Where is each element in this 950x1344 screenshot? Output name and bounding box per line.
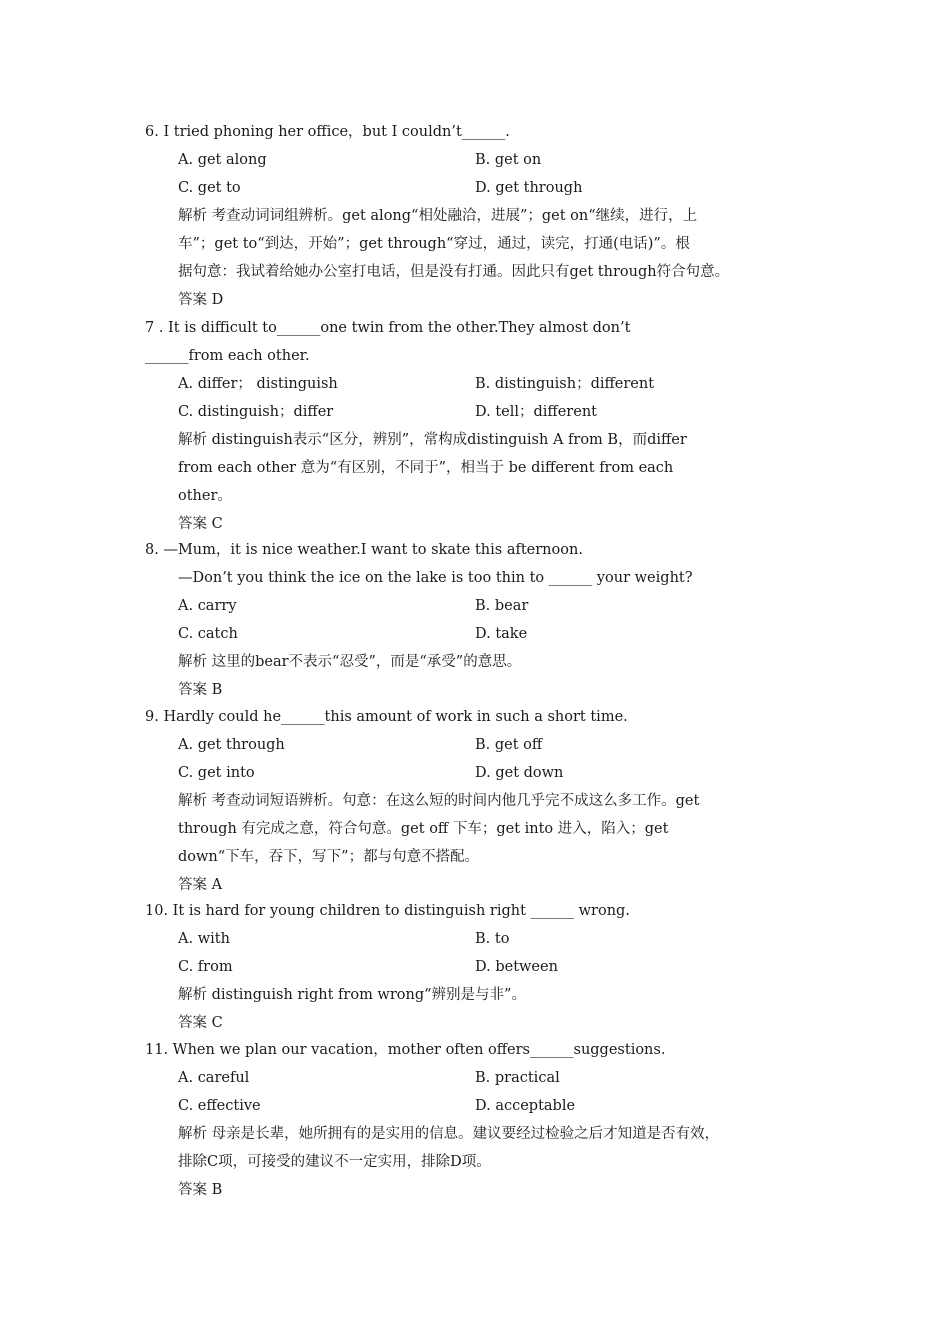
- question-stem: 11. When we plan our vacation，mother often offers______suggestions.: [145, 1042, 666, 1058]
- question-6: [145, 118, 810, 314]
- option-b: B. bear: [475, 598, 529, 614]
- question-9: [145, 703, 810, 899]
- question-8: [145, 536, 810, 704]
- question-stem-cont: —Don’t you think the ice on the lake is too thin to ______ your weight?: [178, 570, 693, 586]
- analysis-line: 解析 考查动词词组辨析。get along“相处融洽，进展”；get on“继续，进行，上: [178, 208, 698, 224]
- answer: 答案 B: [178, 1182, 223, 1198]
- question-stem: 10. It is hard for young children to distinguish right ______ wrong.: [145, 903, 630, 919]
- option-b: B. get on: [475, 152, 542, 168]
- option-a: A. differ； distinguish: [178, 376, 338, 392]
- options-row: [145, 1064, 810, 1092]
- option-a: A. careful: [178, 1070, 250, 1086]
- options-row: [145, 1092, 810, 1120]
- option-a: A. carry: [178, 598, 237, 614]
- analysis-line: 解析 distinguish right from wrong“辨别是与非”。: [178, 987, 526, 1003]
- option-d: D. get through: [475, 180, 583, 196]
- option-c: C. get to: [178, 180, 241, 196]
- option-b: B. to: [475, 931, 510, 947]
- options-row: [145, 370, 810, 398]
- option-d: D. take: [475, 626, 528, 642]
- options-row: [145, 174, 810, 202]
- analysis-line: 解析 distinguish表示“区分，辨别”，常构成distinguish A from B，而differ: [178, 432, 687, 448]
- analysis-line: through 有完成之意，符合句意。get off 下车；get into 进入，陷入；get: [178, 821, 669, 837]
- option-c: C. get into: [178, 765, 255, 781]
- answer: 答案 B: [178, 682, 223, 698]
- answer: 答案 A: [178, 877, 223, 893]
- option-b: B. distinguish；different: [475, 376, 655, 392]
- option-d: D. tell；different: [475, 404, 597, 420]
- answer: 答案 D: [178, 292, 224, 308]
- question-10: [145, 897, 810, 1037]
- question-stem: 6. I tried phoning her office，but I couldn’t______.: [145, 124, 510, 140]
- option-c: C. from: [178, 959, 233, 975]
- options-row: [145, 925, 810, 953]
- option-a: A. get along: [178, 152, 267, 168]
- analysis-line: 解析 考查动词短语辨析。句意：在这么短的时间内他几乎完不成这么多工作。get: [178, 793, 700, 809]
- options-row: [145, 398, 810, 426]
- analysis-line: 车”；get to“到达，开始”；get through“穿过，通过，读完，打通(电话)”。根: [178, 236, 690, 252]
- answer: 答案 C: [178, 516, 223, 532]
- option-b: B. get off: [475, 737, 543, 753]
- analysis-line: 排除C项，可接受的建议不一定实用，排除D项。: [178, 1154, 491, 1170]
- question-stem: 7 . It is difficult to______one twin from the other.They almost don’t: [145, 320, 631, 336]
- analysis-line: from each other 意为“有区别，不同于”，相当于 be different from each: [178, 460, 674, 476]
- option-d: D. between: [475, 959, 558, 975]
- option-a: A. with: [178, 931, 230, 947]
- option-c: C. catch: [178, 626, 238, 642]
- option-d: D. acceptable: [475, 1098, 576, 1114]
- answer: 答案 C: [178, 1015, 223, 1031]
- options-row: [145, 620, 810, 648]
- question-stem: 8. —Mum，it is nice weather.I want to skate this afternoon.: [145, 542, 583, 558]
- options-row: [145, 146, 810, 174]
- option-b: B. practical: [475, 1070, 560, 1086]
- options-row: [145, 592, 810, 620]
- analysis-line: 解析 这里的bear不表示“忍受”，而是“承受”的意思。: [178, 654, 522, 670]
- question-7: [145, 314, 810, 538]
- option-c: C. distinguish；differ: [178, 404, 334, 420]
- option-d: D. get down: [475, 765, 564, 781]
- options-row: [145, 731, 810, 759]
- question-11: [145, 1036, 810, 1204]
- analysis-line: 解析 母亲是长辈，她所拥有的是实用的信息。建议要经过检验之后才知道是否有效，: [178, 1126, 720, 1142]
- options-row: [145, 953, 810, 981]
- question-stem: 9. Hardly could he______this amount of work in such a short time.: [145, 709, 628, 725]
- analysis-line: 据句意：我试着给她办公室打电话，但是没有打通。因此只有get through符合句意。: [178, 264, 730, 280]
- question-stem-cont: ______from each other.: [145, 348, 310, 364]
- options-row: [145, 759, 810, 787]
- analysis-line: down“下车，吞下，写下”；都与句意不搭配。: [178, 849, 480, 865]
- option-c: C. effective: [178, 1098, 261, 1114]
- option-a: A. get through: [178, 737, 285, 753]
- analysis-line: other。: [178, 488, 232, 504]
